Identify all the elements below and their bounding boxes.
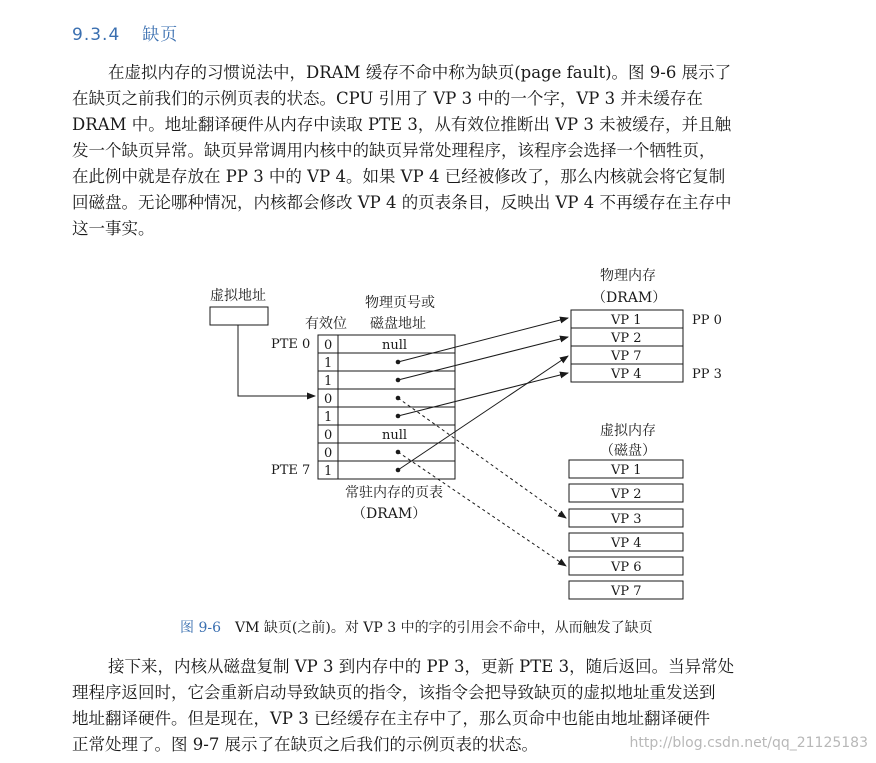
physical-memory-label-line2: （DRAM）	[592, 290, 667, 306]
disk-page-label: VP 3	[611, 512, 642, 527]
paragraph-line: 正常处理了。图 9-7 展示了在缺页之后我们的示例页表的状态。	[72, 735, 539, 754]
paragraph-line: 这一事实。	[72, 219, 155, 238]
pte0-label: PTE 0	[271, 337, 311, 352]
figure-number: 图 9-6	[180, 620, 221, 636]
paragraph-line: 回磁盘。无论哪种情况，内核都会修改 VP 4 的页表条目，反映出 VP 4 不再缓存在主存中	[72, 193, 732, 212]
disk-page-label: VP 4	[611, 536, 642, 551]
virtual-memory-label-line2: （磁盘）	[600, 443, 656, 459]
caption-text: VM 缺页(之前)。对 VP 3 中的字的引用会不命中，从而触发了缺页	[235, 620, 653, 636]
virtual-address-arrow	[238, 325, 315, 396]
physical-page-label: VP 1	[611, 313, 642, 328]
pte-address-null: null	[382, 428, 408, 443]
paragraph-line: 接下来，内核从磁盘复制 VP 3 到内存中的 PP 3，更新 PTE 3，随后返回。当异常处	[108, 657, 735, 676]
pte-arrow-to-physical	[398, 373, 568, 416]
pte-valid-bit: 0	[324, 428, 333, 443]
disk-page-label: VP 2	[611, 487, 642, 502]
paragraph-line: 在虚拟内存的习惯说法中，DRAM 缓存不命中称为缺页(page fault)。图 9-6 展示了	[108, 63, 732, 82]
figure-caption	[180, 617, 653, 637]
virtual-address-box	[210, 307, 268, 325]
disk-page-label: VP 7	[611, 584, 642, 599]
ppn-header-line2: 磁盘地址	[370, 316, 426, 332]
disk-page-label: VP 1	[611, 463, 642, 478]
pte-valid-bit: 1	[324, 464, 333, 479]
physical-page-label: VP 4	[611, 367, 642, 382]
disk	[569, 460, 683, 599]
paragraph-line: 理程序返回时，它会重新启动导致缺页的指令，该指令会把导致缺页的虚拟地址重发送到	[72, 683, 716, 702]
page-table-label-line1: 常驻内存的页表	[345, 485, 443, 501]
pte-valid-bit: 1	[324, 410, 333, 425]
section-number: 9.3.4	[72, 25, 121, 45]
pte-valid-bit: 0	[324, 392, 333, 407]
pte7-label: PTE 7	[271, 463, 311, 478]
pte-valid-bit: 1	[324, 374, 333, 389]
pp3-label: PP 3	[692, 367, 722, 382]
pte-valid-bit: 1	[324, 356, 333, 371]
pte-valid-bit: 0	[324, 338, 333, 353]
valid-header: 有效位	[305, 316, 347, 332]
physical-memory-label-line1: 物理内存	[600, 268, 656, 284]
watermark: http://blog.csdn.net/qq_21125183	[629, 735, 868, 751]
paragraph-line: 在缺页之前我们的示例页表的状态。CPU 引用了 VP 3 中的一个字，VP 3 并未缓存在	[72, 89, 703, 108]
pte-valid-bit: 0	[324, 446, 333, 461]
physical-page-label: VP 2	[611, 331, 642, 346]
virtual-address-label: 虚拟地址	[210, 288, 266, 304]
page-table-label-line2: （DRAM）	[352, 506, 427, 522]
pp0-label: PP 0	[692, 313, 722, 328]
paragraph-line: 地址翻译硬件。但是现在，VP 3 已经缓存在主存中了，那么页命中也能由地址翻译硬件	[72, 709, 711, 728]
section-title: 缺页	[142, 25, 179, 45]
ppn-header-line1: 物理页号或	[365, 295, 435, 311]
disk-page-label: VP 6	[611, 560, 642, 575]
paragraph-line: 在此例中就是存放在 PP 3 中的 VP 4。如果 VP 4 已经被修改了，那么内核就会将它复制	[72, 167, 726, 186]
paragraph-line: 发一个缺页异常。缺页异常调用内核中的缺页异常处理程序，该程序会选择一个牺牲页，	[72, 141, 716, 160]
virtual-memory-label-line1: 虚拟内存	[600, 423, 656, 439]
pte-address-null: null	[382, 338, 408, 353]
paragraph-line: DRAM 中。地址翻译硬件从内存中读取 PTE 3，从有效位推断出 VP 3 未被缓存，并且触	[72, 115, 732, 134]
physical-memory	[571, 310, 683, 382]
physical-page-label: VP 7	[611, 349, 642, 364]
